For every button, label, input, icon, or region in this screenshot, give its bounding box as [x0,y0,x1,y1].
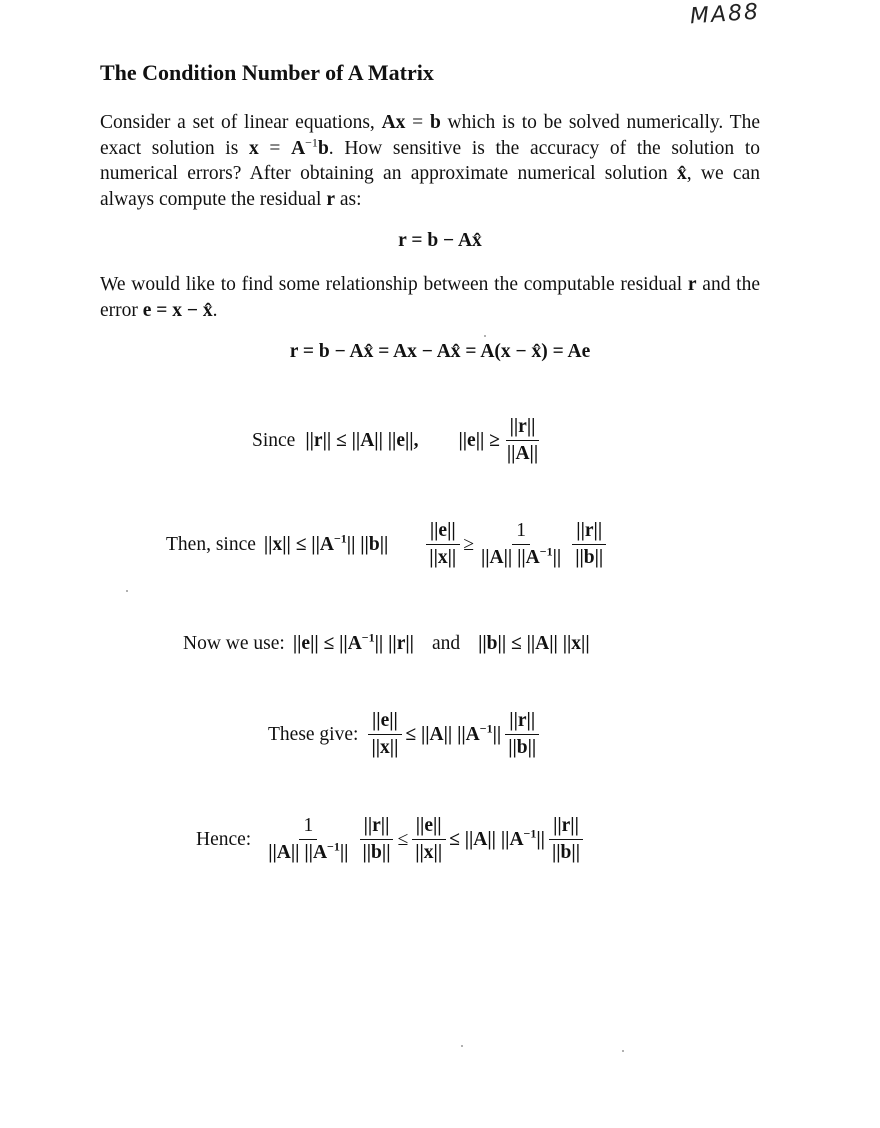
since-label: Since [252,429,296,451]
then-geq: ≥ [463,533,474,555]
then-inequality: $||x|| \le ||A^{-1}||$ ||b|| [263,531,389,555]
now-inequality-1: $||e|| \le ||A^{-1}||$ ||r|| [292,630,414,654]
now-label: Now we use: [183,633,285,654]
scan-speck [622,1050,624,1052]
since-fraction: $\frac{||r||}{||A||}$ [506,416,539,464]
hence-row [196,815,587,864]
hence-leq: ≤ [397,828,409,850]
then-label: Then, since [166,533,256,555]
now-inequality-2: ||b|| ≤ ||A|| ||x|| [478,633,590,654]
then-fraction-e-x: $\frac{||e||}{||x||}$ [425,520,460,569]
now-and: and [431,633,461,654]
hence-fraction-r-b-2: $\frac{||r||}{||b||}$ [548,815,584,864]
page-title: The Condition Number of A Matrix [100,60,434,85]
equation-residual: r = b − Ax̂ [398,230,482,251]
hence-fraction-r-b-1: $\frac{||r||}{||b||}$ [358,815,394,864]
then-row [166,520,610,569]
paragraph-intro: Consider a set of linear equations, Ax = b which is to be solved numerically. The exact solution is $x = A^{-1}b$. How sensitive is the accuracy of the solution to numerical errors? After obtaining an approximate numerical solution x̂, we can always compute the residual r as: [100,112,760,210]
hence-label: Hence: [196,828,252,850]
these-row [268,710,543,759]
then-fraction-r-b: $\frac{||r||}{||b||}$ [571,520,607,569]
then-fraction-inverse-norms: $\frac{1}{||A|| ||A^{-1}||}$ [480,520,562,568]
hence-middle: ≤ ||A|| $||A^{-1}||$ [449,826,545,850]
since-row [252,416,545,465]
these-fraction-e-x: $\frac{||e||}{||x||}$ [367,710,402,759]
paragraph-error: We would like to find some relationship between the computable residual r and the error e = x − x̂. [100,274,760,321]
since-lhs: ||e|| ≥ [458,429,500,451]
these-label: These give: [268,723,359,745]
scan-speck [126,590,128,592]
now-row [183,630,590,655]
these-middle: ≤ ||A|| $||A^{-1}||$ [405,721,502,745]
scan-speck [461,1045,463,1047]
since-inequality: ||r|| ≤ ||A|| ||e||, [305,429,419,451]
these-fraction-r-b: $\frac{||r||}{||b||}$ [504,710,540,759]
hence-fraction-inverse-norms: $\frac{1}{||A|| ||A^{-1}||}$ [268,815,349,863]
equation-chain: r = b − Ax̂ = Ax − Ax̂ = A(x − x̂) = Ae [289,341,591,362]
handwritten-note: MA88 [689,0,761,30]
scan-speck [484,335,486,337]
hence-fraction-e-x: $\frac{||e||}{||x||}$ [411,815,446,864]
